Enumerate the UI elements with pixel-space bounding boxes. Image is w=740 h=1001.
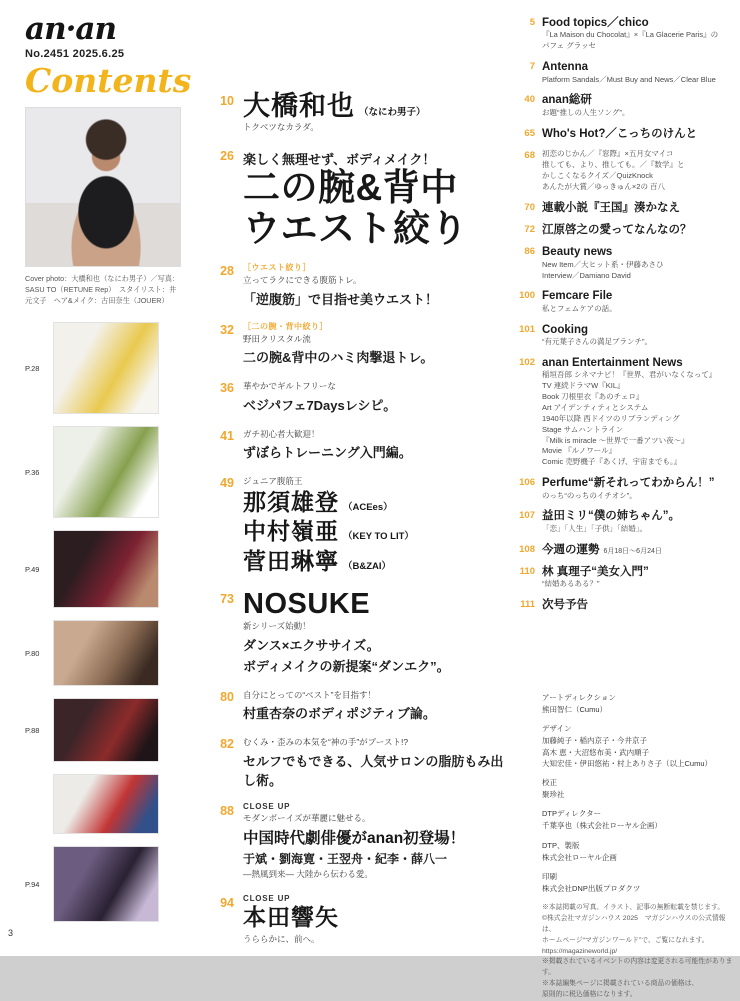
staff-line: 大知宏佳・伊田悠祐・村上ありさ子（以上Cumu） — [542, 758, 713, 768]
entry-line: 今週の運勢 6月18日〜6月24日 — [542, 543, 662, 556]
entry-text — [243, 894, 339, 946]
regular-page-number: 100 — [519, 290, 535, 302]
entry-line: “結婚あるある？” — [542, 579, 600, 589]
toc-entry — [514, 598, 738, 612]
toc-entry — [206, 474, 508, 577]
toc-entry — [206, 92, 508, 134]
entry-line: 村重杏奈のボディポジティブ論。 — [243, 706, 436, 722]
entry-line-suffix: 6月18日〜6月24日 — [603, 547, 662, 555]
entry-line: 中村嶺亜 （KEY TO LIT） — [243, 518, 414, 545]
entry-line: Book 刀根里衣『あのチェロ』 — [542, 392, 644, 401]
staff-heading: 校正 — [542, 778, 557, 787]
regular-page-number: 108 — [519, 543, 535, 555]
entry-line: Perfume“新それってわからん！” — [542, 477, 715, 490]
entry-text — [542, 565, 649, 590]
toc-entry — [514, 16, 738, 52]
staff-group — [542, 840, 738, 863]
entry-line: 自分にとっての“ベスト”を目指す！ — [243, 689, 376, 700]
entry-text — [542, 60, 716, 85]
feature-page-number: 28 — [220, 264, 234, 279]
entry-text — [542, 149, 685, 193]
feature-page-number: 73 — [220, 592, 234, 607]
regular-page-number: 65 — [524, 127, 535, 139]
toc-entry — [514, 127, 738, 141]
feature-page-number: 32 — [220, 322, 234, 337]
toc-entry — [514, 289, 738, 314]
toc-entry — [206, 735, 508, 788]
note-line: https://magazineworld.jp/ — [542, 947, 618, 955]
feature-toc-column — [206, 92, 508, 959]
toc-entry — [514, 93, 738, 118]
note-line: ※掲載されているイベントの内容は変更される可能性があります。 — [542, 958, 733, 977]
thumbnail-photo — [53, 846, 159, 922]
staff-line: 熊田智仁（Cumu） — [542, 705, 608, 714]
toc-entry — [514, 201, 738, 215]
feature-page-number: 82 — [220, 737, 234, 752]
regular-page-number: 68 — [524, 150, 535, 161]
toc-entry — [514, 509, 738, 534]
staff-heading: DTPディレクター — [542, 809, 602, 819]
entry-text — [542, 476, 715, 501]
thumbnail-photo — [53, 530, 159, 608]
entry-text — [542, 289, 617, 314]
toc-entry — [206, 321, 508, 366]
entry-line: 于斌・劉海寛・王翌舟・紀李・薛八一 — [243, 852, 448, 867]
regular-page-number: 102 — [519, 356, 535, 368]
thumbnail-photo — [53, 620, 159, 686]
cover-credit: Cover photo：大橋和也（なにわ男子）／写真：SASU TO（RETUNE Rep） スタイリスト：井元文子 ヘア&メイク：古田奈生（JOUER） — [25, 274, 180, 306]
entry-line: ウエスト絞り — [243, 207, 468, 249]
entry-text — [243, 590, 450, 674]
entry-text — [243, 262, 438, 307]
thumbnail-page-label: P.28 — [25, 363, 40, 373]
thumbnail-row — [25, 530, 187, 608]
entry-line: Who's Hot?／こっちのけんと — [542, 127, 698, 140]
entry-line: New Item／大ヒット系・伊藤あさひ — [542, 259, 664, 269]
toc-entry — [514, 476, 738, 501]
entry-line: 私とフェムケアの話。 — [542, 303, 617, 313]
entry-line: anan総研 — [542, 94, 592, 107]
toc-entry — [514, 223, 738, 237]
page-number: 3 — [8, 928, 14, 938]
entry-line-suffix: （なにわ男子） — [359, 107, 426, 118]
thumbnail-row — [25, 698, 187, 762]
staff-group — [542, 692, 738, 715]
entry-line: 稲垣吾郎 シネマナビ！『世界、君がいなくなって』 — [542, 370, 717, 380]
note-line: ホームページ“マガジンワールド”で、ご覧になれます。 — [542, 936, 709, 944]
entry-line: TV 連続ドラマW『KIL』 — [542, 381, 625, 391]
entry-line: ［ウエスト絞り］ — [243, 263, 311, 273]
staff-group — [542, 808, 738, 831]
entry-line: 菅田琳寧 （B&ZAI） — [243, 548, 392, 575]
entry-line: 初恋のじかん／『窓際』×五月女マイコ — [542, 149, 674, 158]
toc-entry — [514, 323, 738, 348]
feature-page-number: 36 — [220, 381, 234, 396]
entry-line: 新シリーズ始動！ — [243, 621, 311, 632]
entry-line: Art アイデンティティとシステム — [542, 402, 649, 412]
entry-line: Beauty news — [542, 246, 613, 259]
entry-text — [542, 223, 692, 237]
note-line: ©株式会社マガジンハウス 2025 マガジンハウスの公式情報は、 — [542, 914, 726, 933]
toc-entry — [206, 590, 508, 674]
thumbnail-page-label: P.36 — [25, 467, 40, 477]
entry-text — [542, 93, 629, 118]
toc-entry — [514, 60, 738, 85]
entry-line: むくみ・歪みの本気を“神の手”がブースト!? — [243, 737, 409, 748]
entry-line: のっち“のっちのイチオシ”。 — [542, 490, 637, 500]
entry-line: ［二の腕・背中絞り］ — [243, 321, 328, 331]
entry-line: あんたが大賞／ゆっきゅん×2の 百八 — [542, 181, 666, 191]
staff-group — [542, 871, 738, 894]
feature-page-number: 41 — [220, 428, 234, 443]
feature-page-number: 26 — [220, 148, 234, 163]
entry-line: ジュニア腹筋王 — [243, 476, 303, 487]
regular-page-number: 72 — [524, 223, 535, 235]
staff-group — [542, 723, 738, 769]
toc-entry — [206, 147, 508, 249]
entry-line: ベジパフェ7Daysレシピ。 — [243, 397, 397, 413]
left-column — [25, 11, 192, 934]
toc-entry — [514, 149, 738, 193]
entry-line: 二の腕&背中のハミ肉撃退トレ。 — [243, 350, 434, 366]
entry-text — [243, 474, 414, 577]
entry-text — [243, 427, 412, 461]
regular-page-number: 110 — [519, 566, 535, 577]
anan-logo: an·an — [25, 11, 117, 47]
entry-line: 立ってラクにできる腹筋トレ。 — [243, 275, 362, 286]
staff-line: 株式会社DNP出版プロダクツ — [542, 883, 641, 893]
entry-line: 『La Maison du Chocolat』×『La Glacerie Paris』の — [542, 30, 719, 40]
entry-line: Stage サムハントライン — [542, 424, 624, 434]
issue-number: No.2451 2025.6.25 — [25, 48, 125, 60]
entry-line: anan Entertainment News — [542, 356, 683, 369]
feature-page-number: 88 — [220, 803, 234, 818]
entry-line: “有元葉子さんの満足ブランチ”。 — [542, 337, 652, 346]
note-line: ※本誌編集ページに掲載されている商品の価格は、 — [542, 980, 699, 988]
regular-page-number: 5 — [529, 17, 535, 28]
entry-line: Food topics／chico — [542, 17, 649, 29]
entry-text — [243, 688, 436, 722]
regular-page-number: 86 — [524, 246, 535, 258]
staff-line: 千葉享也（株式会社ローヤル企画） — [542, 821, 662, 831]
entry-line: 1940年以降 西ドイツのリブランディング — [542, 413, 680, 423]
staff-group — [542, 777, 738, 800]
regular-page-number: 40 — [524, 94, 535, 106]
toc-entry — [206, 262, 508, 307]
staff-heading: デザイン — [542, 724, 572, 734]
thumbnail-page-label: P.80 — [25, 648, 40, 658]
entry-text — [542, 543, 662, 557]
entry-line: CLOSE UP — [243, 893, 291, 903]
cover-photo — [25, 107, 181, 267]
entry-text — [243, 735, 508, 788]
entry-line: 益田ミリ“僕の姉ちゃん”。 — [542, 510, 680, 523]
thumbnail-page-label: P.88 — [25, 725, 40, 735]
legal-notes — [542, 903, 738, 1001]
entry-line: Movie 『ルノワール』 — [542, 446, 617, 456]
entry-line: Antenna — [542, 61, 588, 74]
regular-page-number: 7 — [529, 61, 535, 73]
entry-line: 本田響矢 — [243, 903, 339, 930]
entry-line: 華やかでギルトフリーな — [243, 381, 336, 392]
toc-entry — [514, 245, 738, 281]
thumbnail-page-label: P.49 — [25, 564, 40, 574]
regulars-toc-column — [514, 16, 738, 621]
feature-page-number: 49 — [220, 476, 234, 491]
thumbnail-page-label: P.94 — [25, 879, 40, 889]
entry-text — [243, 321, 433, 366]
staff-heading: アートディレクション — [542, 693, 616, 702]
entry-line: 江原啓之の愛ってなんなの？ — [542, 223, 692, 236]
entry-line: ガチ初心者大歓迎！ — [243, 428, 320, 439]
regular-page-number: 101 — [519, 323, 535, 335]
entry-line: Interview／Damiano David — [542, 270, 631, 280]
entry-text — [243, 379, 396, 413]
regular-page-number: 106 — [519, 477, 535, 489]
entry-line: 大橋和也 （なにわ男子） — [243, 91, 426, 121]
staff-line: 加藤純子・稲内京子・今井京子 — [542, 736, 647, 746]
thumbnail-photo — [53, 322, 159, 414]
entry-text — [542, 509, 680, 534]
entry-text — [542, 201, 680, 215]
entry-line: モダンボーイズが華麗に魅せる。 — [243, 812, 371, 823]
entry-line: 楽しく無理せず、ボディメイク！ — [243, 151, 436, 167]
entry-line: NOSUKE — [243, 588, 371, 621]
entry-line: ―熱風到来― 大陸から伝わる愛。 — [243, 869, 373, 880]
thumbnail-photo — [53, 774, 159, 834]
entry-line: 林 真理子“美女入門” — [542, 566, 649, 578]
entry-line: 野田クリスタル流 — [243, 333, 311, 344]
entry-line: CLOSE UP — [243, 801, 291, 811]
entry-line: お題“推しの人生ソング”。 — [542, 107, 630, 117]
entry-line: 『Milk is miracle ～世界で一番アツい夜～』 — [542, 435, 689, 445]
entry-line: Femcare File — [542, 290, 613, 303]
entry-line-suffix: （KEY TO LIT） — [343, 531, 414, 543]
feature-page-number: 10 — [220, 94, 234, 108]
entry-line: トクベツなカラダ。 — [243, 122, 319, 133]
regular-page-number: 107 — [519, 510, 535, 522]
entry-text — [243, 802, 465, 881]
entry-line: セルフでもできる、人気サロンの脂肪もみ出し術。 — [243, 753, 504, 788]
entry-line: Comic 売野機子『あくげ、宇宙までも。』 — [542, 457, 682, 467]
toc-entry — [514, 565, 738, 590]
entry-line: Cooking — [542, 323, 588, 336]
note-line: ※本誌掲載の写真、イラスト、記事の無断転載を禁じます。 — [542, 904, 725, 911]
thumbnail-row — [25, 426, 187, 518]
entry-line: 連載小説『王国』湊かなえ — [542, 201, 680, 214]
entry-text — [542, 127, 697, 141]
entry-text — [542, 323, 652, 348]
toc-entry — [206, 688, 508, 722]
entry-text — [542, 245, 663, 281]
entry-text — [542, 16, 718, 52]
toc-entry — [514, 543, 738, 557]
regular-page-number: 111 — [520, 599, 535, 611]
entry-text — [542, 598, 588, 612]
entry-line: 推しても、より、推しても。／『数学』と — [542, 159, 685, 169]
entry-line: かしこくなるクイズ／QuizKnock — [542, 170, 653, 180]
toc-entry — [206, 894, 508, 946]
thumbnail-row — [25, 774, 187, 834]
entry-line: ボディメイクの新提案“ダンエク”。 — [243, 658, 450, 674]
entry-text — [243, 147, 468, 249]
entry-line: 「恋」「人生」「子供」「結婚」。 — [542, 523, 647, 533]
contents-title: Contents — [25, 61, 192, 100]
thumbnail-row — [25, 846, 187, 922]
note-line: 原則的に税込価格になります。 — [542, 991, 637, 998]
feature-page-number: 94 — [220, 895, 234, 910]
entry-line: 那須雄登 （ACEes） — [243, 488, 393, 515]
staff-heading: DTP、製版 — [542, 840, 580, 850]
entry-line: ダンス×エクササイズ。 — [243, 637, 380, 653]
entry-line: 次号予告 — [542, 599, 588, 612]
entry-line: うららかに、前へ。 — [243, 934, 320, 945]
thumbnail-list — [25, 322, 187, 922]
entry-text — [542, 356, 716, 468]
entry-line: パフェ グラッセ — [542, 41, 597, 51]
thumbnail-photo — [53, 698, 159, 762]
regular-page-number: 70 — [524, 201, 535, 213]
staff-heading: 印刷 — [542, 871, 557, 881]
feature-page-number: 80 — [220, 689, 234, 704]
toc-entry — [206, 802, 508, 881]
thumbnail-row — [25, 322, 187, 414]
entry-line-suffix: （B&ZAI） — [343, 561, 392, 573]
entry-text — [243, 92, 426, 134]
entry-line: 中国時代劇俳優がanan初登場！ — [243, 830, 466, 848]
toc-entry — [206, 379, 508, 413]
toc-entry — [206, 427, 508, 461]
entry-line: ずぼらトレーニング入門編。 — [243, 445, 412, 461]
toc-entry — [514, 356, 738, 468]
staff-line: 株式会社ローヤル企画 — [542, 852, 617, 862]
entry-line: Platform Sandals／Must Buy and News／Clear Blue — [542, 74, 716, 84]
entry-line: 「逆腹筋」で目指せ美ウエスト！ — [243, 291, 439, 307]
staff-line: 高木 恵・大沼悠布美・武内順子 — [542, 747, 650, 757]
thumbnail-row — [25, 620, 187, 686]
thumbnail-photo — [53, 426, 159, 518]
staff-credits — [542, 692, 738, 1001]
entry-line: 二の腕&背中 — [243, 166, 458, 208]
entry-line-suffix: （ACEes） — [343, 501, 393, 513]
staff-line: 聚珍社 — [542, 790, 565, 799]
